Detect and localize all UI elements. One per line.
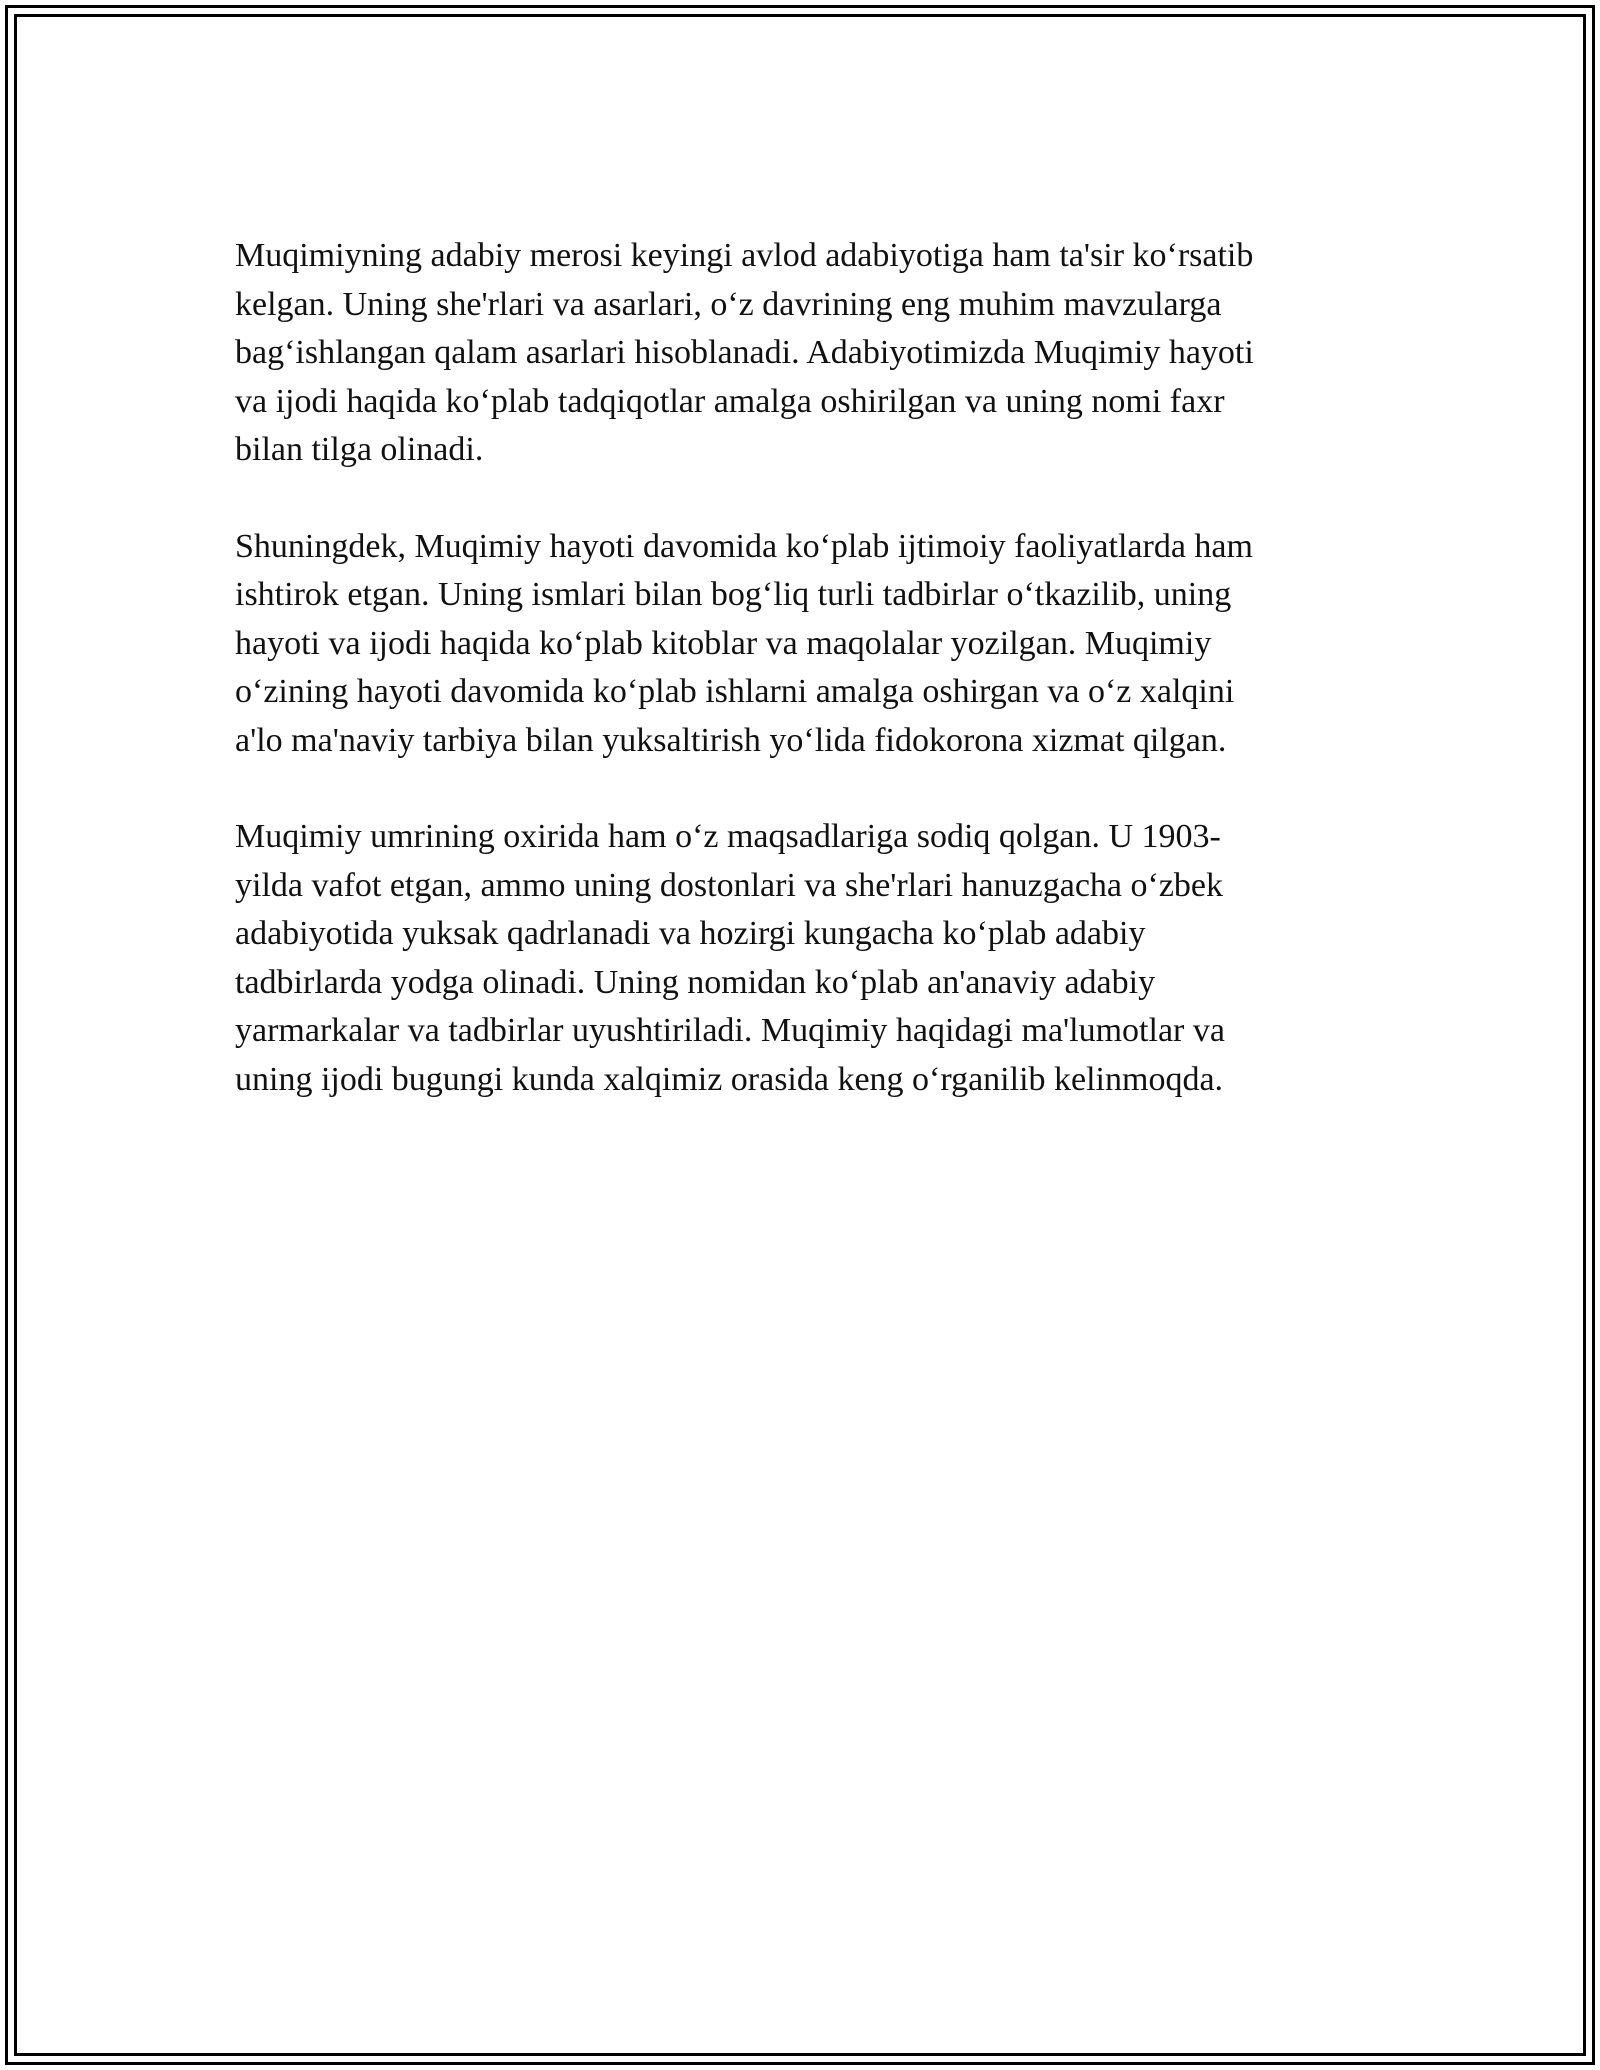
document-body: [235, 232, 1355, 1152]
paragraph-line: hayoti va ijodi haqida ko‘plab kitoblar va maqolalar yozilgan. Muqimiy: [235, 624, 1212, 662]
paragraph-2: [235, 523, 1355, 766]
paragraph-3: [235, 813, 1355, 1104]
paragraph-1: [235, 232, 1355, 475]
paragraph-line: bag‘ishlangan qalam asarlari hisoblanadi. Adabiyotimizda Muqimiy hayoti: [235, 334, 1254, 371]
paragraph-line: yarmarkalar va tadbirlar uyushtiriladi. Muqimiy haqidagi ma'lumotlar va: [235, 1012, 1225, 1049]
paragraph-line: Shuningdek, Muqimiy hayoti davomida ko‘plab ijtimoiy faoliyatlarda ham: [235, 527, 1253, 565]
paragraph-line: bilan tilga olinadi.: [235, 431, 484, 468]
paragraph-line: uning ijodi bugungi kunda xalqimiz orasida keng o‘rganilib kelinmoqda.: [235, 1060, 1224, 1098]
paragraph-line: va ijodi haqida ko‘plab tadqiqotlar amalga oshirilgan va uning nomi faxr: [235, 382, 1225, 420]
paragraph-line: adabiyotida yuksak qadrlanadi va hozirgi kungacha ko‘plab adabiy: [235, 915, 1146, 952]
paragraph-line: kelgan. Uning she'rlari va asarlari, o‘z davrining eng muhim mavzularga: [235, 285, 1222, 323]
paragraph-line: o‘zining hayoti davomida ko‘plab ishlarni amalga oshirgan va o‘z xalqini: [235, 673, 1235, 710]
paragraph-line: tadbirlarda yodga olinadi. Uning nomidan ko‘plab an'anaviy adabiy: [235, 963, 1156, 1001]
paragraph-line: yilda vafot etgan, ammo uning dostonlari va she'rlari hanuzgacha o‘zbek: [235, 866, 1224, 904]
paragraph-line: Muqimiy umrining oxirida ham o‘z maqsadlariga sodiq qolgan. U 1903-: [235, 818, 1221, 855]
paragraph-line: ishtirok etgan. Uning ismlari bilan bog‘liq turli tadbirlar o‘tkazilib, uning: [235, 576, 1232, 613]
paragraph-line: a'lo ma'naviy tarbiya bilan yuksaltirish yo‘lida fidokorona xizmat qilgan.: [235, 721, 1227, 759]
paragraph-line: Muqimiyning adabiy merosi keyingi avlod adabiyotiga ham ta'sir ko‘rsatib: [235, 237, 1254, 274]
